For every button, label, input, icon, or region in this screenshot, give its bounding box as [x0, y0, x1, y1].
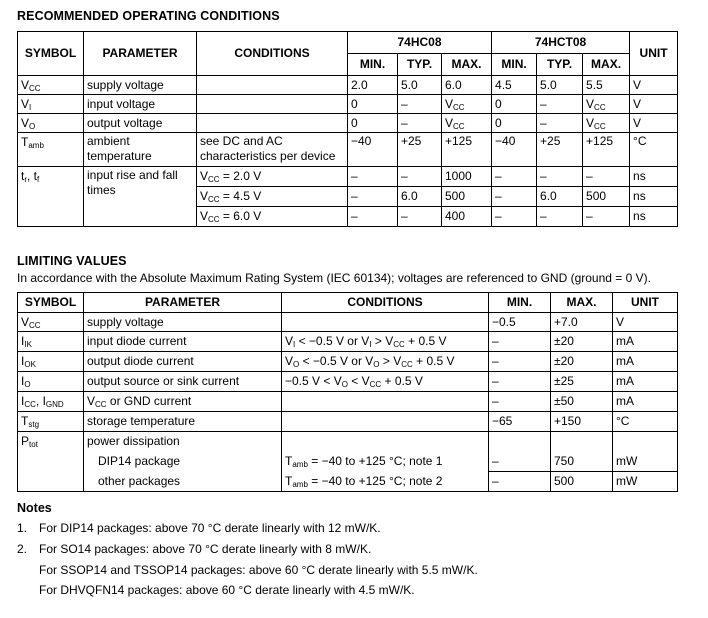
unit-cell: ns: [630, 187, 678, 207]
min-cell: –: [489, 472, 551, 492]
min-cell: –: [489, 452, 551, 472]
parameter-cell: other packages: [84, 472, 282, 492]
parameter-cell: input voltage: [84, 95, 197, 114]
symbol-cell: [18, 472, 84, 492]
min-cell: –: [489, 372, 551, 392]
header-min: MIN.: [492, 54, 537, 76]
table-row: [18, 472, 678, 492]
value-cell: $V_{CC}$: [583, 95, 630, 114]
value-cell: –: [583, 167, 630, 187]
max-cell: ±25: [551, 372, 613, 392]
value-cell: –: [398, 95, 442, 114]
value-cell: 0: [492, 114, 537, 133]
value-cell: –: [348, 207, 398, 227]
table-row: [18, 167, 678, 187]
note-text: For SO14 packages: above 70 °C derate linearly with 8 mW/K.: [39, 542, 372, 556]
symbol-cell: $V_{CC}$: [18, 313, 84, 332]
min-cell: –: [489, 392, 551, 412]
max-cell: ±50: [551, 392, 613, 412]
notes-title: Notes: [17, 501, 52, 515]
header-max: MAX.: [583, 54, 630, 76]
value-cell: 0: [348, 95, 398, 114]
unit-cell: [613, 432, 678, 452]
unit-cell: mA: [613, 372, 678, 392]
parameter-cell: output voltage: [84, 114, 197, 133]
header-min: MIN.: [348, 54, 398, 76]
value-cell: 4.5: [492, 76, 537, 95]
value-cell: –: [537, 114, 583, 133]
parameter-cell: supply voltage: [84, 313, 282, 332]
value-cell: –: [537, 95, 583, 114]
max-cell: [551, 432, 613, 452]
conditions-cell: $V_{CC} = 2.0$ V: [197, 167, 348, 187]
symbol-cell: $T_{stg}$: [18, 412, 84, 432]
conditions-cell: $T_{amb} = -40$ to +125 °C; note 2: [282, 472, 489, 492]
conditions-cell: [197, 76, 348, 95]
unit-cell: mW: [613, 452, 678, 472]
value-cell: –: [348, 187, 398, 207]
unit-cell: ns: [630, 207, 678, 227]
conditions-cell: $V_{CC} = 4.5$ V: [197, 187, 348, 207]
conditions-cell: [282, 412, 489, 432]
value-cell: 500: [583, 187, 630, 207]
value-cell: 1000: [442, 167, 492, 187]
table-row: [18, 133, 678, 167]
value-cell: 500: [442, 187, 492, 207]
parameter-cell: power dissipation: [84, 432, 282, 452]
table-row: [18, 95, 678, 114]
header-max: MAX.: [442, 54, 492, 76]
header-symbol: SYMBOL: [18, 293, 84, 313]
table-row: [18, 452, 678, 472]
symbol-cell: $I_{OK}$: [18, 352, 84, 372]
limiting-values-table: [17, 292, 678, 492]
note-number: 1.: [17, 521, 28, 535]
table-row: [18, 76, 678, 95]
table-row: [18, 372, 678, 392]
conditions-cell: $T_{amb} = -40$ to +125 °C; note 1: [282, 452, 489, 472]
conditions-cell: [197, 114, 348, 133]
value-cell: −40: [492, 133, 537, 167]
header-max: MAX.: [551, 293, 613, 313]
conditions-cell: $V_{CC} = 6.0$ V: [197, 207, 348, 227]
value-cell: –: [492, 187, 537, 207]
table-row: [18, 114, 678, 133]
min-cell: –: [489, 332, 551, 352]
parameter-cell: input rise and fall times: [84, 167, 197, 227]
note-text: For SSOP14 and TSSOP14 packages: above 60 °C derate linearly with 5.5 mW/K.: [39, 563, 478, 577]
value-cell: −40: [348, 133, 398, 167]
table-row: [18, 412, 678, 432]
header-min: MIN.: [489, 293, 551, 313]
symbol-cell: $I_O$: [18, 372, 84, 392]
value-cell: +25: [537, 133, 583, 167]
value-cell: –: [537, 167, 583, 187]
symbol-cell: $P_{tot}$: [18, 432, 84, 452]
symbol-cell: $V_{CC}$: [18, 76, 84, 95]
unit-cell: ns: [630, 167, 678, 187]
max-cell: +7.0: [551, 313, 613, 332]
table-row: [18, 432, 678, 452]
value-cell: 5.5: [583, 76, 630, 95]
conditions-cell: [282, 432, 489, 452]
header-unit: UNIT: [630, 32, 678, 76]
conditions-cell: [282, 392, 489, 412]
header-symbol: SYMBOL: [18, 32, 84, 76]
value-cell: 5.0: [398, 76, 442, 95]
symbol-cell: $T_{amb}$: [18, 133, 84, 167]
value-cell: $V_{CC}$: [583, 114, 630, 133]
symbol-cell: [18, 452, 84, 472]
header-parameter: PARAMETER: [84, 32, 197, 76]
unit-cell: V: [630, 76, 678, 95]
parameter-cell: storage temperature: [84, 412, 282, 432]
value-cell: $V_{CC}$: [442, 114, 492, 133]
unit-cell: °C: [613, 412, 678, 432]
min-cell: −0.5: [489, 313, 551, 332]
parameter-cell: supply voltage: [84, 76, 197, 95]
value-cell: +125: [583, 133, 630, 167]
conditions-cell: $V_O < -0.5$ V or $V_O > V_{CC} + 0.5$ V: [282, 352, 489, 372]
note-text: For DIP14 packages: above 70 °C derate linearly with 12 mW/K.: [39, 521, 381, 535]
value-cell: 0: [492, 95, 537, 114]
header-conditions: CONDITIONS: [197, 32, 348, 76]
parameter-cell: input diode current: [84, 332, 282, 352]
recommended-conditions-table: [17, 31, 678, 227]
parameter-cell: ambient temperature: [84, 133, 197, 167]
header-conditions: CONDITIONS: [282, 293, 489, 313]
max-cell: 750: [551, 452, 613, 472]
value-cell: –: [398, 207, 442, 227]
value-cell: 5.0: [537, 76, 583, 95]
header-typ: TYP.: [537, 54, 583, 76]
max-cell: ±20: [551, 332, 613, 352]
header-unit: UNIT: [613, 293, 678, 313]
unit-cell: mW: [613, 472, 678, 492]
value-cell: –: [492, 167, 537, 187]
value-cell: 6.0: [442, 76, 492, 95]
conditions-cell: −0.5 $V < V_O < V_{CC} + 0.5$ V: [282, 372, 489, 392]
value-cell: 6.0: [398, 187, 442, 207]
value-cell: 0: [348, 114, 398, 133]
symbol-cell: $t_r$, $t_f$: [18, 167, 84, 227]
conditions-cell: see DC and AC characteristics per device: [197, 133, 348, 167]
max-cell: 500: [551, 472, 613, 492]
conditions-cell: $V_I < -0.5$ V or $V_I > V_{CC} + 0.5$ V: [282, 332, 489, 352]
min-cell: [489, 432, 551, 452]
value-cell: +25: [398, 133, 442, 167]
value-cell: +125: [442, 133, 492, 167]
unit-cell: V: [630, 114, 678, 133]
limiting-title: LIMITING VALUES: [17, 254, 127, 268]
table-row: [18, 313, 678, 332]
symbol-cell: $V_O$: [18, 114, 84, 133]
note-text: For DHVQFN14 packages: above 60 °C derate linearly with 4.5 mW/K.: [39, 583, 415, 597]
unit-cell: V: [613, 313, 678, 332]
symbol-cell: $I_{CC}$, $I_{GND}$: [18, 392, 84, 412]
parameter-cell: $V_{CC}$ or GND current: [84, 392, 282, 412]
max-cell: ±20: [551, 352, 613, 372]
conditions-cell: [197, 95, 348, 114]
value-cell: –: [398, 114, 442, 133]
unit-cell: mA: [613, 352, 678, 372]
header-parameter: PARAMETER: [84, 293, 282, 313]
limiting-subtitle: In accordance with the Absolute Maximum Rating System (IEC 60134); voltages are referenced to GND (ground = 0 V).: [17, 271, 651, 285]
parameter-cell: output diode current: [84, 352, 282, 372]
table-row: [18, 392, 678, 412]
unit-cell: °C: [630, 133, 678, 167]
header-group-74hct08: 74HCT08: [492, 32, 630, 54]
header-typ: TYP.: [398, 54, 442, 76]
header-group-74hc08: 74HC08: [348, 32, 492, 54]
min-cell: −65: [489, 412, 551, 432]
value-cell: –: [398, 167, 442, 187]
value-cell: 2.0: [348, 76, 398, 95]
value-cell: –: [492, 207, 537, 227]
table-row: [18, 332, 678, 352]
table-row: [18, 352, 678, 372]
value-cell: –: [348, 167, 398, 187]
conditions-cell: [282, 313, 489, 332]
parameter-cell: output source or sink current: [84, 372, 282, 392]
min-cell: –: [489, 352, 551, 372]
recommended-title: RECOMMENDED OPERATING CONDITIONS: [17, 9, 280, 23]
max-cell: +150: [551, 412, 613, 432]
note-number: 2.: [17, 542, 28, 556]
value-cell: 6.0: [537, 187, 583, 207]
value-cell: –: [537, 207, 583, 227]
parameter-cell: DIP14 package: [84, 452, 282, 472]
value-cell: $V_{CC}$: [442, 95, 492, 114]
value-cell: –: [583, 207, 630, 227]
unit-cell: mA: [613, 332, 678, 352]
symbol-cell: $I_{IK}$: [18, 332, 84, 352]
unit-cell: mA: [613, 392, 678, 412]
value-cell: 400: [442, 207, 492, 227]
unit-cell: V: [630, 95, 678, 114]
symbol-cell: $V_I$: [18, 95, 84, 114]
